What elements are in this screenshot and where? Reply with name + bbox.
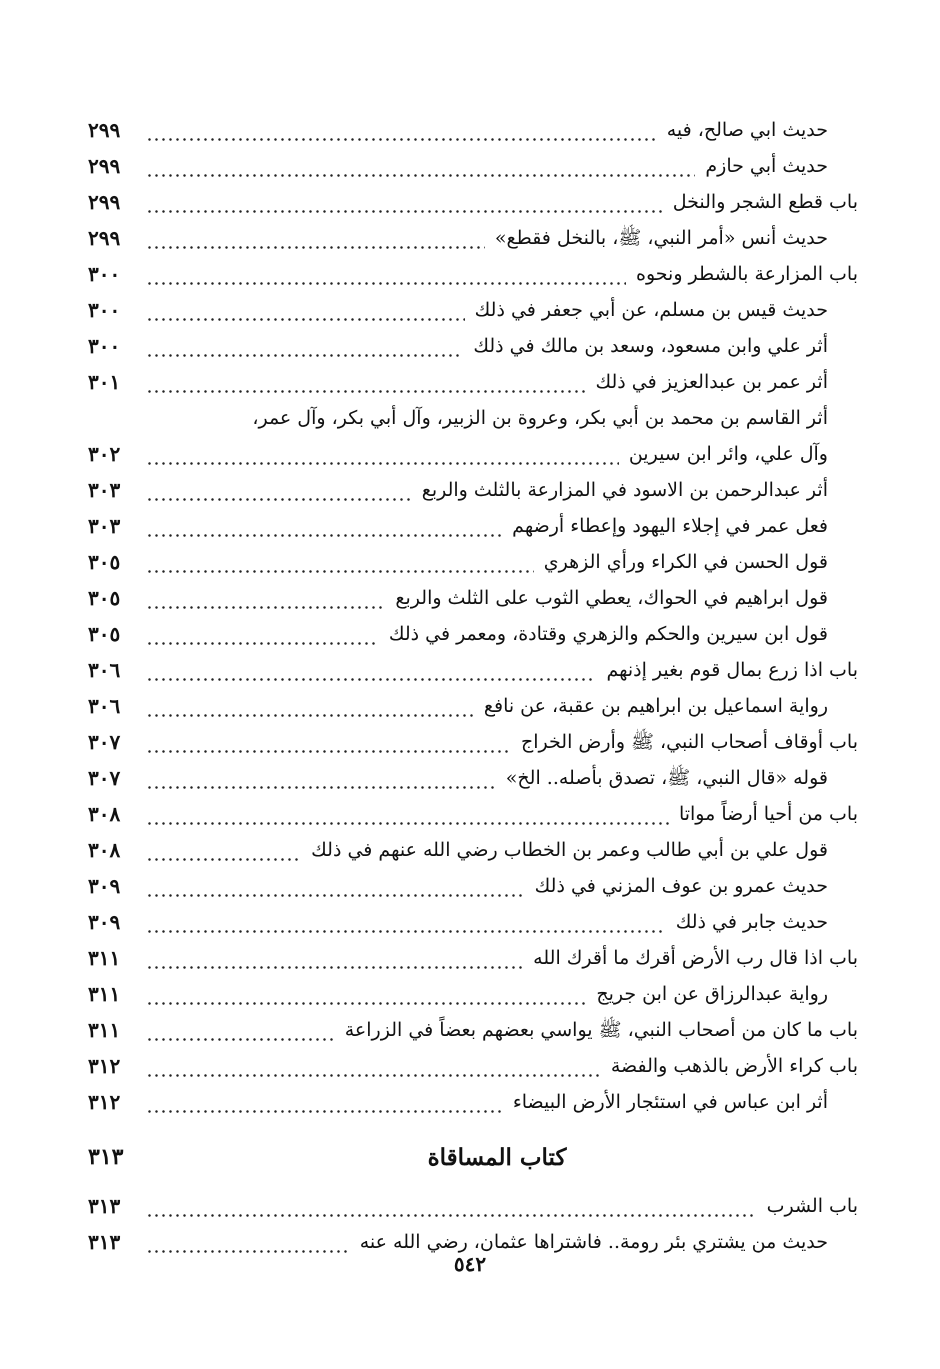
toc-entry-title: حديث ابي صالح، فيه — [666, 119, 828, 141]
toc-entry — [88, 580, 858, 616]
toc-entry — [88, 112, 858, 148]
toc-entry — [88, 328, 858, 364]
dot-leader — [146, 1048, 601, 1084]
toc-entry-title: أثر القاسم بن محمد بن أبي بكر، وعروة بن الزبير، وآل أبي بكر، وآل عمر، — [252, 407, 828, 429]
toc-entry-page-number: ٣٠١ — [88, 370, 121, 394]
toc-entry-title: باب قطع الشجر والنخل — [672, 191, 858, 213]
dot-leader — [146, 940, 523, 976]
toc-entry-page-number: ٣١١ — [88, 982, 121, 1006]
toc-entry-title: أثر علي وابن مسعود، وسعد بن مالك في ذلك — [473, 335, 828, 357]
toc-entry — [88, 796, 858, 832]
toc-entry-title: قوله «قال النبي، ﷺ، تصدق بأصله.. الخ» — [505, 767, 828, 789]
toc-entry — [88, 616, 858, 652]
toc-entry-page-number: ٣٠٩ — [88, 874, 121, 898]
toc-entry-page-number: ٢٩٩ — [88, 118, 121, 142]
toc-entry-title: باب أوقاف أصحاب النبي، ﷺ وأرض الخراج — [521, 731, 858, 753]
toc-entry-page-number: ٣٠٥ — [88, 550, 121, 574]
toc-entry — [88, 652, 858, 688]
toc-entry — [88, 436, 858, 472]
dot-leader — [146, 580, 385, 616]
dot-leader — [146, 868, 525, 904]
chapter-title: كتاب المساقاة — [427, 1143, 567, 1171]
dot-leader — [146, 1084, 503, 1120]
toc-entry-page-number: ٣٠٠ — [88, 334, 121, 358]
toc-entry-page-number: ٣٠٨ — [88, 802, 121, 826]
toc-entry-page-number: ٣٠٦ — [88, 658, 121, 682]
toc-entry — [88, 292, 858, 328]
toc-entry-title: حديث من يشتري بئر رومة.. فاشتراها عثمان، رضي الله عنه — [359, 1231, 828, 1253]
toc-entry-title: حديث أنس «أمر النبي، ﷺ، بالنخل فقطع» — [494, 227, 828, 249]
toc-entry-title: حديث عمرو بن عوف المزني في ذلك — [534, 875, 828, 897]
toc-entry — [88, 220, 858, 256]
dot-leader — [146, 976, 586, 1012]
toc-entry-title: قول ابن سيرين والحكم والزهري وقتادة، ومعمر في ذلك — [388, 623, 828, 645]
toc-entry-title: باب كراء الأرض بالذهب والفضة — [610, 1055, 858, 1077]
table-of-contents — [88, 112, 858, 1260]
toc-entry — [88, 1048, 858, 1084]
toc-entry — [88, 508, 858, 544]
toc-entry — [88, 976, 858, 1012]
toc-entries — [88, 112, 858, 1120]
toc-entry — [88, 1188, 858, 1224]
toc-entry — [88, 184, 858, 220]
toc-entry-page-number: ٣١١ — [88, 946, 121, 970]
toc-entry — [88, 544, 858, 580]
dot-leader — [146, 1012, 335, 1048]
toc-entry-page-number: ٣٠٥ — [88, 622, 121, 646]
toc-entry-title: أثر ابن عباس في استئجار الأرض البيضاء — [512, 1091, 828, 1113]
toc-entry — [88, 868, 858, 904]
toc-entry — [88, 1084, 858, 1120]
toc-entry — [88, 256, 858, 292]
dot-leader — [146, 472, 412, 508]
toc-entry — [88, 364, 858, 400]
toc-entry-title: فعل عمر في إجلاء اليهود وإعطاء أرضهم — [512, 515, 828, 537]
toc-entry — [88, 724, 858, 760]
toc-entry-title: أثر عبدالرحمن بن الاسود في المزارعة بالثلث والربع — [421, 479, 828, 501]
dot-leader — [146, 328, 463, 364]
dot-leader — [146, 112, 657, 148]
dot-leader — [146, 904, 666, 940]
toc-entry-title: باب المزارعة بالشطر ونحوه — [636, 263, 858, 285]
toc-entry-title: قول علي بن أبي طالب وعمر بن الخطاب رضي الله عنهم في ذلك — [311, 839, 828, 861]
toc-entry-title: باب ما كان من أصحاب النبي، ﷺ يواسي بعضهم بعضاً في الزراعة — [344, 1019, 858, 1041]
dot-leader — [146, 184, 663, 220]
dot-leader — [146, 652, 596, 688]
toc-entry-page-number: ٣١٣ — [88, 1230, 121, 1254]
toc-entry-title: وآل علي، وائر ابن سيرين — [628, 443, 828, 465]
toc-entry-page-number: ٢٩٩ — [88, 226, 121, 250]
toc-entry — [88, 472, 858, 508]
toc-entry-title: حديث أبي حازم — [705, 155, 828, 177]
toc-entry-title: قول الحسن في الكراء ورأي الزهري — [543, 551, 828, 573]
toc-entry-page-number: ٣٠٣ — [88, 478, 121, 502]
dot-leader — [146, 796, 669, 832]
toc-entries-after — [88, 1188, 858, 1260]
dot-leader — [146, 1188, 757, 1224]
toc-entry — [88, 832, 858, 868]
toc-entry-page-number: ٢٩٩ — [88, 190, 121, 214]
dot-leader — [146, 616, 379, 652]
dot-leader — [146, 436, 619, 472]
dot-leader — [146, 688, 474, 724]
toc-entry-page-number: ٣٠٥ — [88, 586, 121, 610]
toc-entry-page-number: ٣٠٢ — [88, 442, 121, 466]
toc-entry-title: أثر عمر بن عبدالعزيز في ذلك — [595, 371, 828, 393]
dot-leader — [146, 760, 496, 796]
toc-entry — [88, 400, 858, 436]
toc-entry-page-number: ٣٠٧ — [88, 766, 121, 790]
toc-entry — [88, 904, 858, 940]
toc-entry-title: رواية عبدالرزاق عن ابن جريج — [596, 983, 828, 1005]
dot-leader — [146, 832, 301, 868]
toc-entry-page-number: ٣٠٠ — [88, 262, 121, 286]
page-footer-number: ٥٤٢ — [453, 1252, 487, 1276]
dot-leader — [146, 508, 502, 544]
toc-entry-title: باب من أحيا أرضاً مواتا — [678, 803, 858, 825]
toc-entry-page-number: ٣١٢ — [88, 1090, 121, 1114]
toc-entry-title: قول ابراهيم في الحواك، يعطي الثوب على الثلث والربع — [395, 587, 828, 609]
toc-entry — [88, 688, 858, 724]
toc-entry-page-number: ٢٩٩ — [88, 154, 121, 178]
toc-entry — [88, 760, 858, 796]
toc-entry-page-number: ٣٠٦ — [88, 694, 121, 718]
toc-entry-page-number: ٣٠٩ — [88, 910, 121, 934]
dot-leader — [146, 292, 465, 328]
toc-entry-page-number: ٣١٣ — [88, 1194, 121, 1218]
toc-entry-page-number: ٣٠٧ — [88, 730, 121, 754]
toc-entry-page-number: ٣٠٨ — [88, 838, 121, 862]
dot-leader — [146, 544, 534, 580]
toc-entry — [88, 148, 858, 184]
toc-entry-page-number: ٣٠٠ — [88, 298, 121, 322]
dot-leader — [146, 256, 626, 292]
toc-entry — [88, 940, 858, 976]
dot-leader — [146, 148, 695, 184]
toc-entry-title: حديث قيس بن مسلم، عن أبي جعفر في ذلك — [474, 299, 828, 321]
chapter-page-number: ٣١٣ — [88, 1144, 124, 1170]
chapter-heading — [88, 1130, 858, 1184]
toc-entry-title: باب الشرب — [766, 1195, 858, 1217]
toc-entry-title: حديث جابر في ذلك — [675, 911, 828, 933]
toc-entry-page-number: ٣١١ — [88, 1018, 121, 1042]
toc-entry — [88, 1012, 858, 1048]
toc-entry-page-number: ٣٠٣ — [88, 514, 121, 538]
toc-entry-title: رواية اسماعيل بن ابراهيم بن عقبة، عن نافع — [483, 695, 828, 717]
dot-leader — [146, 220, 485, 256]
toc-entry-title: باب اذا زرع بمال قوم بغير إذنهم — [606, 659, 858, 681]
dot-leader — [146, 364, 585, 400]
toc-entry-title: باب اذا قال رب الأرض أقرك ما أقرك الله — [533, 947, 858, 969]
dot-leader — [146, 724, 511, 760]
toc-entry-page-number: ٣١٢ — [88, 1054, 121, 1078]
